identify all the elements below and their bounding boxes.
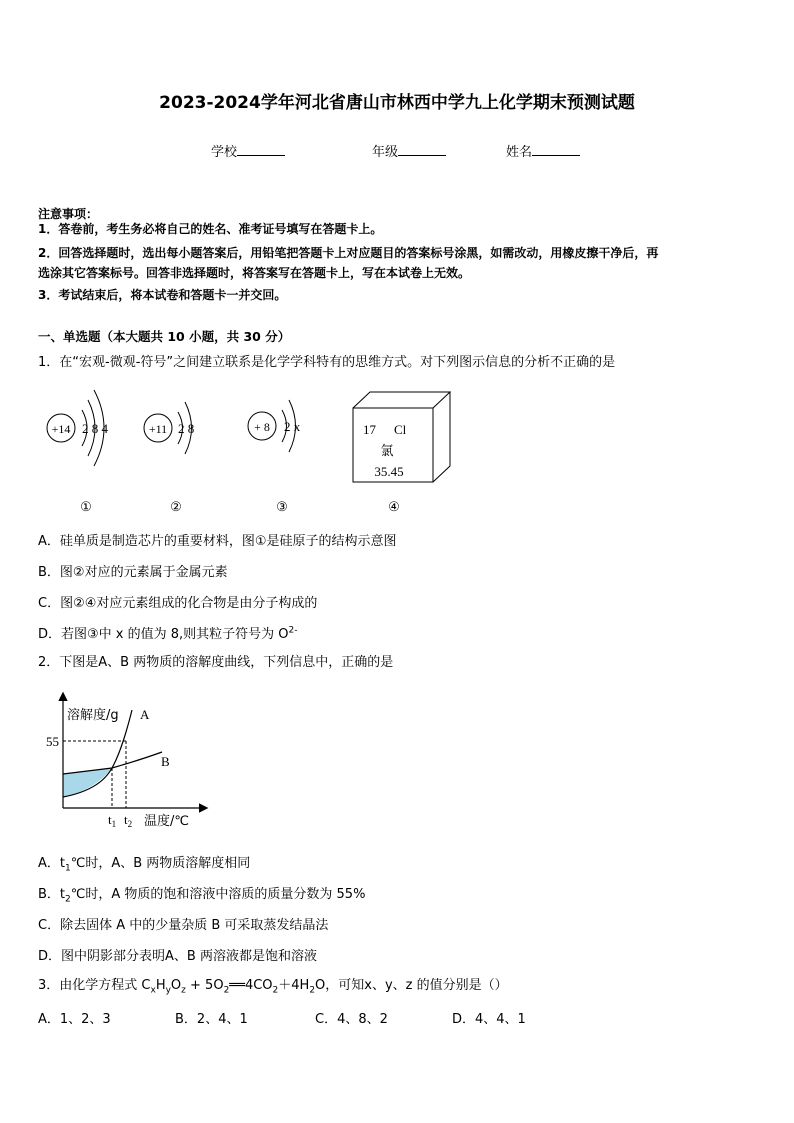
solubility-graph	[40, 690, 220, 835]
atom-3-shells: 2 x	[284, 419, 301, 434]
atom-1-shells: 2 8 4	[82, 421, 108, 436]
q1-option-a: A．硅单质是制造芯片的重要材料，图①是硅原子的结构示意图	[38, 534, 397, 549]
question-3-stem: 3．由化学方程式 $C_xH_yO_z$ + $5O_2══4CO_2+4H_2O$，可知x、y、z 的值分别是（）	[38, 978, 508, 996]
q1-option-c: C．图②④对应元素组成的化合物是由分子构成的	[38, 596, 318, 611]
tag-3: ③	[276, 499, 288, 514]
x-tick-t1: $t_1$	[108, 812, 117, 829]
q3-option-b: B．2、4、1	[175, 1012, 248, 1027]
notice-item-1: 1．答卷前，考生务必将自己的姓名、准考证号填写在答题卡上。	[38, 222, 383, 236]
atom-diagram-3	[248, 400, 301, 514]
q2-option-b: B．$t_2℃$时，A 物质的饱和溶液中溶质的质量分数为 55%	[38, 887, 366, 905]
element-name: 氯	[380, 444, 394, 459]
atom-1-nucleus: +14	[51, 422, 71, 436]
atom-diagram-2	[144, 402, 194, 514]
page-title: 2023-2024学年河北省唐山市林西中学九上化学期末预测试题	[159, 93, 635, 113]
school-field: 学校	[211, 141, 285, 160]
element-cell-chlorine	[353, 392, 450, 514]
q1-figures	[30, 378, 490, 518]
atom-2-nucleus: +11	[148, 422, 168, 436]
tag-4: ④	[388, 499, 400, 514]
q3-option-d: D．4、4、1	[452, 1012, 526, 1027]
q2-option-d: D．图中阴影部分表明A、B 两溶液都是饱和溶液	[38, 949, 317, 964]
notice-heading: 注意事项：	[38, 207, 99, 221]
question-2-stem: 2．下图是A、B 两物质的溶解度曲线，下列信息中，正确的是	[38, 655, 394, 670]
q3-option-c: C．4、8、2	[315, 1012, 388, 1027]
curve-a-label: A	[140, 707, 150, 722]
notice-item-2: 2．回答选择题时，选出每小题答案后，用铅笔把答题卡上对应题目的答案标号涂黑，如需改动，用橡皮擦干净后，再	[38, 246, 659, 260]
x-tick-t2: $t_2$	[124, 812, 133, 829]
element-number: 17	[363, 422, 376, 437]
q1-option-b: B．图②对应的元素属于金属元素	[38, 565, 228, 580]
q2-option-a: A．$t_1℃$时，A、B 两物质溶解度相同	[38, 856, 251, 874]
element-mass: 35.45	[374, 464, 404, 479]
q2-option-c: C．除去固体 A 中的少量杂质 B 可采取蒸发结晶法	[38, 918, 329, 933]
notice-item-3: 3．考试结束后，将本试卷和答题卡一并交回。	[38, 288, 287, 302]
question-1-stem: 1．在“宏观-微观-符号”之间建立联系是化学学科特有的思维方式。对下列图示信息的分析不正确的是	[38, 355, 616, 370]
tag-1: ①	[80, 499, 92, 514]
grade-field: 年级	[372, 141, 446, 160]
atom-3-nucleus: + 8	[254, 420, 270, 434]
name-field: 姓名	[506, 141, 580, 160]
section-heading: 一、单选题（本大题共 10 小题，共 30 分）	[38, 329, 291, 344]
y-axis-label: 溶解度/g	[67, 708, 119, 723]
q3-option-a: A．1、2、3	[38, 1012, 111, 1027]
atom-diagram-1	[47, 390, 109, 514]
y-tick-55: 55	[46, 734, 59, 749]
atom-2-shells: 2 8	[178, 421, 195, 436]
element-symbol: Cl	[394, 422, 407, 437]
x-axis-label: 温度/℃	[144, 814, 189, 829]
q1-option-d: D．若图③中 x 的值为 8,则其粒子符号为 $O^{2-}$	[38, 625, 298, 642]
curve-b-label: B	[161, 754, 170, 769]
notice-item-2-cont: 选涂其它答案标号。回答非选择题时，将答案写在答题卡上，写在本试卷上无效。	[38, 266, 471, 280]
tag-2: ②	[170, 499, 182, 514]
shaded-region	[63, 768, 112, 797]
